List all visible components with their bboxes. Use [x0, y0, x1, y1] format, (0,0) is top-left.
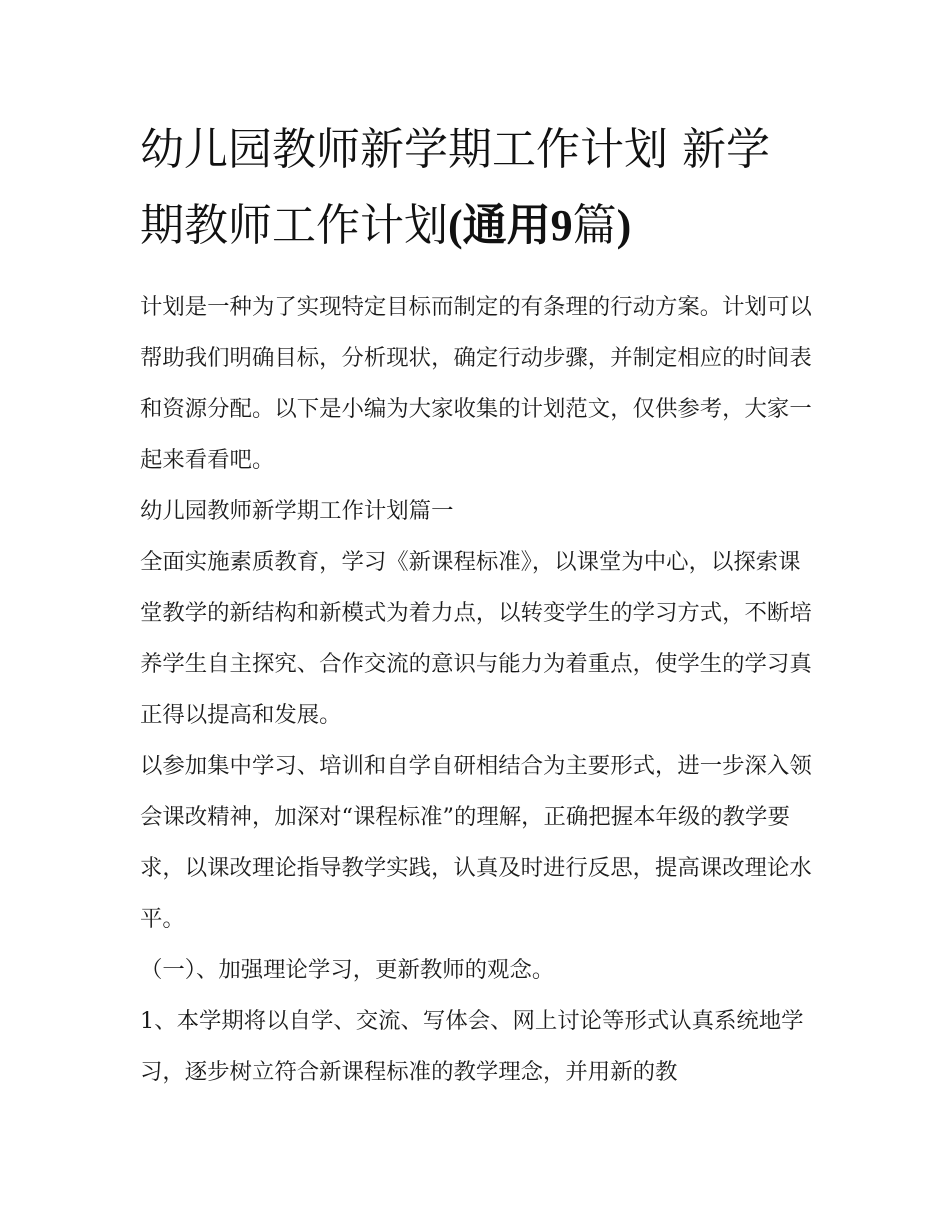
- body-paragraph: 全面实施素质教育，学习《新课程标准》，以课堂为中心，以探索课堂教学的新结构和新模式为着力点，以转变学生的学习方式，不断培养学生自主探究、合作交流的意识与能力为着重点，使学生的学习真正得以提高和发展。: [140, 549, 812, 728]
- title-count: 9: [550, 201, 573, 250]
- subsection-heading: （一）、加强理论学习，更新教师的观念。: [140, 957, 555, 983]
- document-title: [140, 112, 812, 264]
- list-item: 1、本学期将以自学、交流、写体会、网上讨论等形式认真系统地学习，逐步树立符合新课程标准的教学理念，并用新的教: [140, 1008, 804, 1085]
- body-paragraph: 以参加集中学习、培训和自学自研相结合为主要形式，进一步深入领会课改精神，加深对“课程标准”的理解，正确把握本年级的教学要求，以课改理论指导教学实践，认真及时进行反思，提高课改理论水平。: [140, 753, 812, 932]
- intro-paragraph: 计划是一种为了实现特定目标而制定的有条理的行动方案。计划可以帮助我们明确目标，分析现状，确定行动步骤，并制定相应的时间表和资源分配。以下是小编为大家收集的计划范文，仅供参考，大家一起来看看吧。: [140, 294, 812, 473]
- title-unit: 篇: [572, 200, 617, 251]
- title-text: 幼儿园教师新学期工作计划 新学期教师工作计划: [140, 124, 770, 251]
- title-paren-open: (通用: [448, 201, 551, 250]
- document-content: [140, 112, 812, 1098]
- title-paren-close: ): [616, 201, 632, 250]
- section-heading: 幼儿园教师新学期工作计划篇一: [140, 498, 454, 524]
